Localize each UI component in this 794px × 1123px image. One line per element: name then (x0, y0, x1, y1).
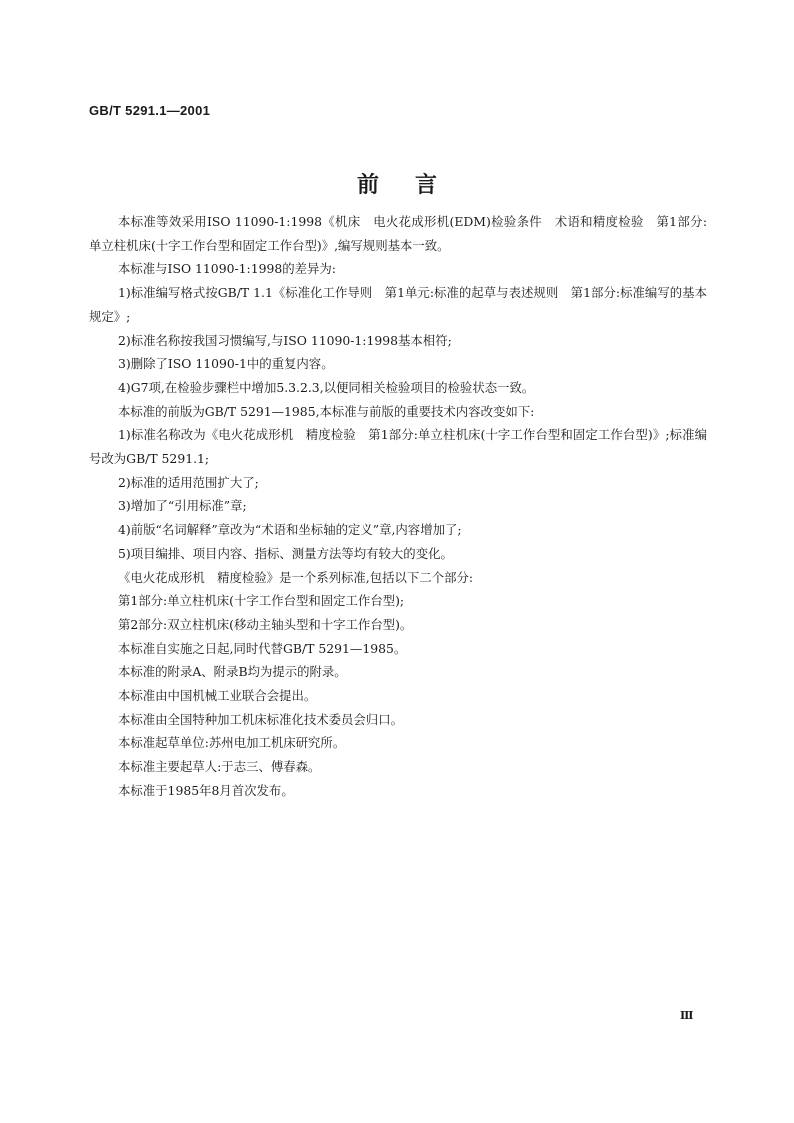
paragraph: 《电火花成形机 精度检验》是一个系列标准,包括以下二个部分: (118, 569, 474, 585)
paragraph: 第1部分:单立柱机床(十字工作台型和固定工作台型); (118, 593, 405, 609)
paragraph: 1)标准名称改为《电火花成形机 精度检验 第1部分:单立柱机床(十字工作台型和固定工作台型)》;标准编号改为GB/T 5291.1; (89, 427, 707, 467)
foreword-body (89, 210, 707, 803)
paragraph: 本标准自实施之日起,同时代替GB/T 5291—1985。 (118, 640, 407, 656)
paragraph: 4)G7项,在检验步骤栏中增加5.3.2.3,以便同相关检验项目的检验状态一致。 (118, 379, 535, 395)
paragraph: 5)项目编排、项目内容、指标、测量方法等均有较大的变化。 (118, 545, 453, 561)
paragraph: 4)前版“名词解释”章改为“术语和坐标轴的定义”章,内容增加了; (118, 522, 462, 538)
paragraph: 本标准的附录A、附录B均为提示的附录。 (118, 664, 347, 680)
page-title: 前言 (356, 172, 473, 198)
paragraph: 1)标准编写格式按GB/T 1.1《标准化工作导则 第1单元:标准的起草与表述规则 第1部分:标准编写的基本规定》; (89, 285, 707, 324)
standard-code: GB/T 5291.1—2001 (89, 103, 211, 118)
paragraph: 本标准由中国机械工业联合会提出。 (118, 688, 317, 704)
paragraph: 本标准等效采用ISO 11090-1:1998《机床 电火花成形机(EDM)检验条件 术语和精度检验 第1部分:单立柱机床(十字工作台型和固定工作台型)》,编写规则基本一致。 (89, 214, 707, 253)
paragraph: 3)增加了“引用标准”章; (118, 498, 247, 514)
page-number: Ⅲ (680, 1009, 694, 1022)
paragraph: 本标准于1985年8月首次发布。 (118, 782, 294, 798)
paragraph: 本标准主要起草人:于志三、傅春森。 (118, 759, 321, 775)
paragraph: 3)删除了ISO 11090-1中的重复内容。 (118, 356, 334, 372)
paragraph: 本标准由全国特种加工机床标准化技术委员会归口。 (118, 711, 403, 727)
paragraph: 第2部分:双立柱机床(移动主轴头型和十字工作台型)。 (118, 616, 413, 632)
paragraph: 本标准的前版为GB/T 5291—1985,本标准与前版的重要技术内容改变如下: (118, 403, 535, 419)
paragraph: 本标准与ISO 11090-1:1998的差异为: (118, 261, 336, 277)
paragraph: 2)标准的适用范围扩大了; (118, 474, 259, 490)
paragraph: 2)标准名称按我国习惯编写,与ISO 11090-1:1998基本相符; (118, 332, 452, 348)
paragraph: 本标准起草单位:苏州电加工机床研究所。 (118, 735, 346, 751)
